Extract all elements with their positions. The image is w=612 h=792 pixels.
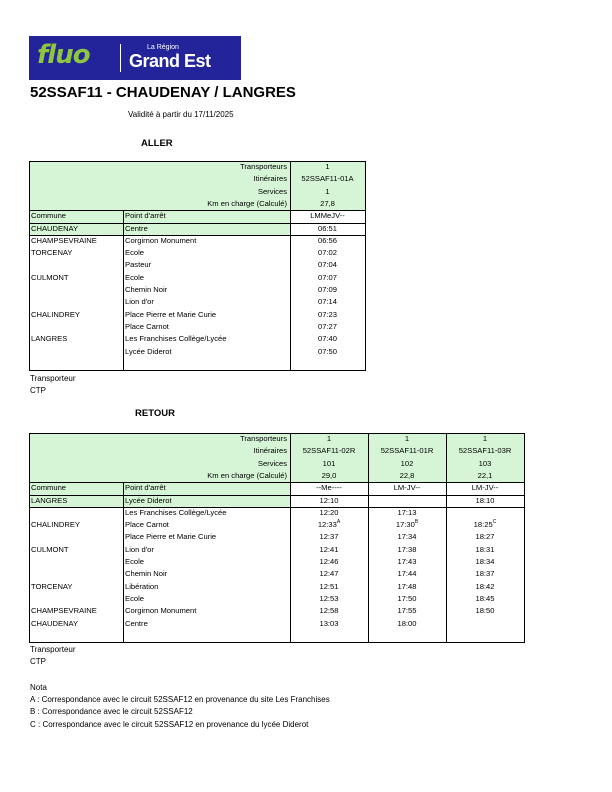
- retour-time: [290, 495, 368, 507]
- retour-header-value: 101: [322, 458, 336, 468]
- retour-stop-name: Libération: [125, 581, 159, 591]
- fluo-grand-est-logo: [29, 36, 241, 80]
- retour-stop-name: Centre: [125, 618, 148, 628]
- retour-days: LM-JV--: [393, 483, 421, 493]
- retour-grid-line: [524, 433, 525, 642]
- retour-time-value: 12:53: [319, 593, 339, 603]
- aller-time: [290, 284, 365, 296]
- aller-header-label: Transporteurs: [240, 162, 287, 171]
- retour-header-value: 102: [400, 458, 414, 468]
- brand-name: fluo: [37, 40, 90, 70]
- retour-stop-name: Place Carnot: [125, 520, 169, 530]
- retour-commune: CULMONT: [31, 544, 69, 554]
- retour-commune: [31, 531, 123, 543]
- retour-stop-name: Ecole: [125, 593, 144, 603]
- retour-time-value: 12:47: [319, 569, 339, 579]
- retour-time: [290, 544, 368, 556]
- retour-time-value: 17:43: [397, 557, 417, 566]
- aller-grid-line: [290, 161, 291, 370]
- retour-time: [446, 544, 524, 556]
- retour-time-value: 12:10: [319, 495, 339, 505]
- retour-stop-name: Ecole: [125, 557, 144, 566]
- retour-column-commune: Commune: [31, 483, 67, 493]
- aller-header-value: 1: [325, 162, 330, 171]
- region-name: Grand Est: [129, 51, 211, 71]
- retour-commune: CHALINDREY: [31, 520, 80, 530]
- retour-grid-line: [29, 433, 525, 434]
- retour-time-value: 18:10: [475, 495, 495, 505]
- retour-time-value: 12:33: [317, 520, 337, 530]
- retour-time: [368, 495, 446, 507]
- logo-divider: [120, 44, 121, 72]
- retour-header-label: Services: [257, 458, 287, 468]
- retour-time: [290, 605, 368, 617]
- retour-time-value: 17:34: [397, 532, 417, 542]
- aller-commune: [31, 284, 123, 296]
- aller-time-value: 07:09: [317, 285, 337, 294]
- retour-time-value: 17:44: [397, 569, 417, 579]
- retour-time-value: 12:20: [319, 507, 339, 517]
- retour-grid-line: [368, 433, 369, 642]
- retour-timetable: [29, 433, 525, 643]
- retour-time-value: 17:55: [397, 606, 417, 616]
- retour-time: [368, 519, 446, 531]
- aller-time: [290, 247, 365, 259]
- aller-time: [290, 259, 365, 271]
- aller-time: [290, 309, 365, 321]
- retour-time-value: 12:46: [319, 557, 339, 566]
- retour-stop-name: Corgirnon Monument: [125, 606, 197, 616]
- retour-time: [368, 593, 446, 605]
- retour-time-value: 12:58: [319, 606, 339, 616]
- retour-header-value: 22,8: [399, 470, 415, 480]
- retour-commune: CHAUDENAY: [31, 618, 79, 628]
- retour-time-value: 17:13: [397, 507, 417, 517]
- retour-time-value: 18:50: [475, 606, 495, 616]
- retour-commune: [31, 568, 123, 580]
- aller-time: [290, 346, 365, 358]
- aller-heading: ALLER: [141, 138, 173, 149]
- aller-commune: CHAUDENAY: [31, 223, 79, 233]
- aller-commune: TORCENAY: [31, 248, 73, 258]
- retour-time-note: B: [414, 519, 419, 525]
- aller-days: LMMeJV--: [310, 211, 345, 221]
- aller-time-value: 07:02: [317, 248, 337, 258]
- retour-grid-line: [29, 482, 290, 483]
- validity-date: Validité à partir du 17/11/2025: [128, 110, 234, 119]
- aller-grid-line: [365, 161, 366, 370]
- retour-time-note: C: [492, 519, 497, 525]
- aller-stop-name: Corgirnon Monument: [125, 235, 197, 245]
- aller-grid-line: [29, 161, 30, 370]
- aller-stop-name: Lion d'or: [125, 297, 154, 307]
- retour-header-value: 52SSAF11-01R: [380, 446, 434, 456]
- aller-time-value: 07:27: [317, 321, 337, 331]
- aller-time-value: 07:04: [317, 260, 337, 270]
- retour-stop-name: Les Franchises Collège/Lycée: [125, 507, 227, 517]
- aller-header-label: Km en charge (Calculé): [207, 198, 287, 208]
- aller-grid-line: [29, 210, 290, 211]
- retour-time: [446, 495, 524, 507]
- aller-time: [290, 333, 365, 345]
- aller-column-commune: Commune: [31, 211, 67, 221]
- retour-time: [368, 605, 446, 617]
- aller-stop-name: Place Pierre et Marie Curie: [125, 309, 217, 319]
- retour-header-value: 1: [404, 434, 410, 443]
- retour-time: [368, 544, 446, 556]
- aller-commune: [31, 296, 123, 308]
- aller-commune: CHAMPSEVRAINE: [31, 235, 97, 245]
- aller-commune: [31, 321, 123, 333]
- retour-carrier: [30, 644, 76, 668]
- retour-time: [368, 581, 446, 593]
- retour-header-label: Itinéraires: [253, 446, 287, 456]
- aller-time: [290, 235, 365, 247]
- retour-time: [368, 568, 446, 580]
- notes-heading: Nota: [30, 683, 47, 692]
- aller-grid-line: [29, 370, 366, 371]
- retour-commune: [31, 556, 123, 568]
- retour-time: [290, 507, 368, 519]
- retour-time: [290, 519, 368, 531]
- aller-header-value: 27,8: [320, 198, 335, 208]
- aller-grid-line: [123, 210, 124, 370]
- aller-time-value: 07:23: [317, 309, 337, 319]
- retour-time-value: 17:50: [397, 593, 417, 603]
- aller-stop-name: Ecole: [125, 272, 144, 282]
- aller-time: [290, 272, 365, 284]
- page-title: 52SSAF11 - CHAUDENAY / LANGRES: [30, 84, 296, 101]
- aller-grid-line: [29, 235, 366, 236]
- retour-time: [290, 581, 368, 593]
- aller-commune: [31, 346, 123, 358]
- retour-grid-line: [29, 433, 30, 642]
- retour-time: [368, 507, 446, 519]
- retour-time: [290, 531, 368, 543]
- aller-stop-name: Place Carnot: [125, 321, 169, 331]
- aller-header-label: Itinéraires: [253, 174, 287, 184]
- aller-stop-name: Centre: [125, 223, 148, 233]
- aller-grid-line: [290, 210, 366, 211]
- note-a: A : Correspondance avec le circuit 52SSAF12 en provenance du site Les Franchises: [30, 695, 330, 705]
- note-c: C : Correspondance avec le circuit 52SSAF12 en provenance du lycée Diderot: [30, 719, 309, 729]
- retour-time: [446, 581, 524, 593]
- aller-carrier: [30, 373, 76, 397]
- aller-commune: CULMONT: [31, 272, 69, 282]
- aller-stop-name: Chemin Noir: [125, 285, 168, 294]
- retour-time: [446, 568, 524, 580]
- retour-header-value: 29,0: [321, 470, 337, 480]
- retour-header-value: 52SSAF11-03R: [458, 446, 512, 456]
- retour-time-value: 12:51: [319, 581, 339, 591]
- retour-header-value: 1: [482, 434, 488, 443]
- retour-stop-name: Lycée Diderot: [125, 495, 172, 505]
- retour-grid-line: [29, 495, 525, 496]
- retour-header-value: 22,1: [477, 470, 493, 480]
- aller-timetable: [29, 161, 366, 371]
- retour-stop-name: Place Pierre et Marie Curie: [125, 532, 217, 542]
- aller-time-value: 07:40: [317, 334, 337, 344]
- retour-time: [290, 618, 368, 630]
- retour-time: [290, 593, 368, 605]
- retour-time-value: 18:00: [397, 618, 417, 628]
- aller-grid-line: [29, 161, 366, 162]
- retour-time: [446, 605, 524, 617]
- retour-time: [446, 556, 524, 568]
- aller-carrier-value: CTP: [30, 386, 46, 396]
- aller-commune: LANGRES: [31, 334, 68, 344]
- aller-column-arret: Point d'arrêt: [125, 211, 166, 221]
- notes-section: [30, 682, 330, 731]
- retour-commune: TORCENAY: [31, 581, 73, 591]
- retour-grid-line: [123, 482, 124, 642]
- note-b: B : Correspondance avec le circuit 52SSAF12: [30, 707, 193, 717]
- retour-time: [446, 507, 524, 519]
- aller-stop-name: Ecole: [125, 248, 144, 258]
- retour-time-value: 18:34: [475, 557, 495, 566]
- aller-time-value: 06:56: [317, 235, 337, 245]
- retour-time-value: 18:45: [475, 593, 495, 603]
- retour-carrier-value: CTP: [30, 657, 46, 667]
- retour-days: --Me----: [316, 483, 342, 493]
- aller-header-label: Services: [257, 186, 287, 196]
- retour-grid-line: [29, 507, 525, 508]
- retour-time: [446, 531, 524, 543]
- aller-time: [290, 296, 365, 308]
- retour-header-value: 1: [326, 434, 332, 443]
- aller-carrier-label: Transporteur: [30, 374, 76, 383]
- retour-header-label: Km en charge (Calculé): [207, 470, 287, 480]
- aller-commune: [31, 259, 123, 271]
- aller-time-value: 07:14: [317, 297, 337, 307]
- retour-time-value: 18:27: [475, 532, 495, 542]
- retour-grid-line: [29, 642, 525, 643]
- region-small-label: La Région: [147, 44, 179, 51]
- retour-commune: CHAMPSEVRAINE: [31, 606, 97, 616]
- retour-time-value: 18:37: [475, 569, 495, 579]
- retour-commune: LANGRES: [31, 495, 68, 505]
- retour-time-value: 12:41: [319, 544, 339, 554]
- retour-header-value: 52SSAF11-02R: [302, 446, 356, 456]
- retour-carrier-label: Transporteur: [30, 645, 76, 654]
- aller-header-value: 1: [325, 186, 330, 196]
- retour-time-value: 17:38: [397, 544, 417, 554]
- aller-grid-line: [29, 223, 366, 224]
- retour-grid-line: [446, 433, 447, 642]
- retour-grid-line: [290, 482, 525, 483]
- retour-time-value: 18:25: [473, 520, 493, 530]
- retour-time-value: 18:31: [475, 544, 495, 554]
- retour-time: [446, 618, 524, 630]
- retour-grid-line: [290, 433, 291, 642]
- retour-days: LM-JV--: [471, 483, 499, 493]
- retour-commune: [31, 507, 123, 519]
- retour-stop-name: Chemin Noir: [125, 569, 168, 579]
- aller-time-value: 06:51: [317, 223, 337, 233]
- aller-time-value: 07:50: [317, 346, 337, 356]
- aller-commune: CHALINDREY: [31, 309, 80, 319]
- retour-heading: RETOUR: [135, 408, 175, 419]
- retour-stop-name: Lion d'or: [125, 544, 154, 554]
- retour-time-value: 17:48: [397, 581, 417, 591]
- retour-time: [368, 556, 446, 568]
- aller-time: [290, 321, 365, 333]
- retour-time-value: 13:03: [319, 618, 339, 628]
- retour-time: [446, 519, 524, 531]
- aller-time-value: 07:07: [317, 272, 337, 282]
- retour-header-value: 103: [478, 458, 492, 468]
- aller-header-value: 52SSAF11-01A: [301, 174, 354, 184]
- retour-time-value: 12:37: [319, 532, 339, 542]
- retour-header-label: Transporteurs: [240, 434, 287, 443]
- retour-time: [290, 568, 368, 580]
- aller-time: [290, 223, 365, 235]
- aller-stop-name: Les Franchises Collège/Lycée: [125, 334, 227, 344]
- retour-column-arret: Point d'arrêt: [125, 483, 166, 493]
- retour-time: [290, 556, 368, 568]
- retour-time: [446, 593, 524, 605]
- aller-stop-name: Pasteur: [125, 260, 152, 270]
- retour-commune: [31, 593, 123, 605]
- retour-time: [368, 531, 446, 543]
- retour-time: [368, 618, 446, 630]
- aller-stop-name: Lycée Diderot: [125, 346, 172, 356]
- retour-time-value: 17:30: [395, 520, 415, 530]
- retour-time-value: 18:42: [475, 581, 495, 591]
- retour-time-note: A: [336, 519, 341, 525]
